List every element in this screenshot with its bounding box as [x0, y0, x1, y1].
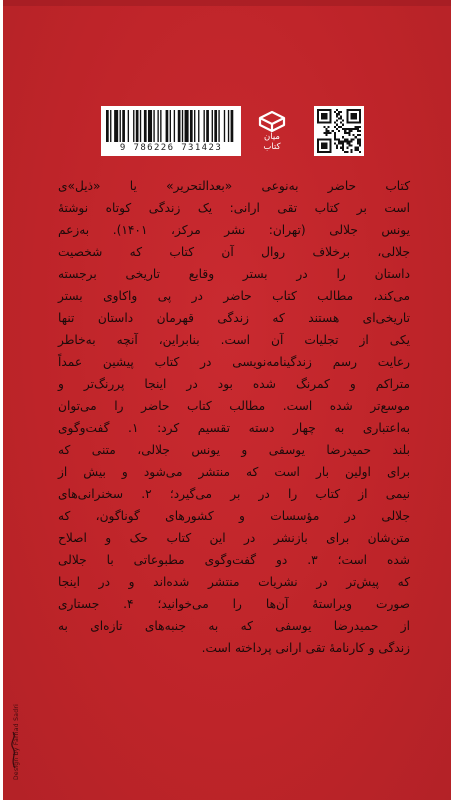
description-line: متراکم و کمرنگ شده بود در اینجا پررنگ‌تر و	[58, 377, 410, 391]
description-line: متن‌شان برای بازنشر در این کتاب حک و اصلاح	[58, 531, 410, 545]
description-line: صورت ویراستهٔ آن‌ها را می‌خوانید؛ ۴. جستاری	[58, 597, 410, 611]
description-line: کتاب حاضر به‌نوعی «بعدالتحریر» یا «ذیل»ی	[58, 179, 410, 193]
cover-top-edge	[3, 0, 451, 6]
description-line: داستان را در بستر وقایع تاریخی برجسته	[58, 267, 410, 281]
qr-code-icon	[317, 109, 361, 153]
qr-code[interactable]	[314, 106, 364, 156]
signature-mark-icon	[7, 730, 19, 770]
description-line: موسع‌تر شده است. مطالب کتاب حاضر را می‌توان	[58, 399, 410, 413]
description-line: جلالی در مؤسسات و کشورهای گوناگون، که	[58, 509, 410, 523]
isbn-number: 9 786226 731423	[119, 143, 223, 153]
publisher-logo	[248, 110, 296, 152]
description-line: یونس جلالی (تهران: نشر مرکز، ۱۴۰۱). به‌زعم	[58, 223, 410, 237]
publisher-name-line2: کتاب	[263, 142, 281, 152]
description-line: به‌اعتباری به چهار دسته تقسیم کرد: ۱. گفت‌وگوی	[58, 421, 410, 435]
description-line: شده است؛ ۳. دو گفت‌وگوی مطبوعاتی با جلالی	[58, 553, 410, 567]
description-line: تاریخی‌ای هستند که زندگی قهرمان داستان تنها	[58, 311, 410, 325]
description-line: از حمیدرضا یوسفی که به جنبه‌های تازه‌ای به	[58, 619, 410, 633]
stacked-books-logo-icon	[257, 110, 287, 132]
description-line: بلند حمیدرضا یوسفی و یونس جلالی، متنی که	[58, 443, 410, 457]
designer-credit: Design by Farhad Sadri	[13, 703, 20, 780]
description-line: رعایت رسم زندگینامه‌نویسی در کتاب پیشین عمداً	[58, 355, 410, 369]
publisher-name-line1: میان	[264, 132, 280, 142]
description-line: می‌کند، مطالب کتاب حاضر در پی واکاوی بستر	[58, 289, 410, 303]
description-line: برای اولین بار است که منتشر می‌شود و بیش از	[58, 465, 410, 479]
barcode-icon	[106, 110, 236, 142]
description-line: است بر کتاب تقی ارانی: یک زندگی کوتاه نوشتهٔ	[58, 201, 410, 215]
description-line: یکی از تجلیات آن است. بنابراین، آنچه به‌خاطر	[58, 333, 410, 347]
description-line: جلالی، برخلاف روال آن کتاب که شخصیت	[58, 245, 410, 259]
description-line: زندگی و کارنامهٔ تقی ارانی پرداخته است.	[201, 641, 410, 655]
description-line: که پیش‌تر در نشریات منتشر شده‌اند و در اینجا	[58, 575, 410, 589]
book-description	[58, 175, 410, 659]
description-line: نیمی از کتاب را در بر می‌گیرد؛ ۲. سخنرانی‌های	[58, 487, 410, 501]
barcode	[101, 106, 241, 156]
